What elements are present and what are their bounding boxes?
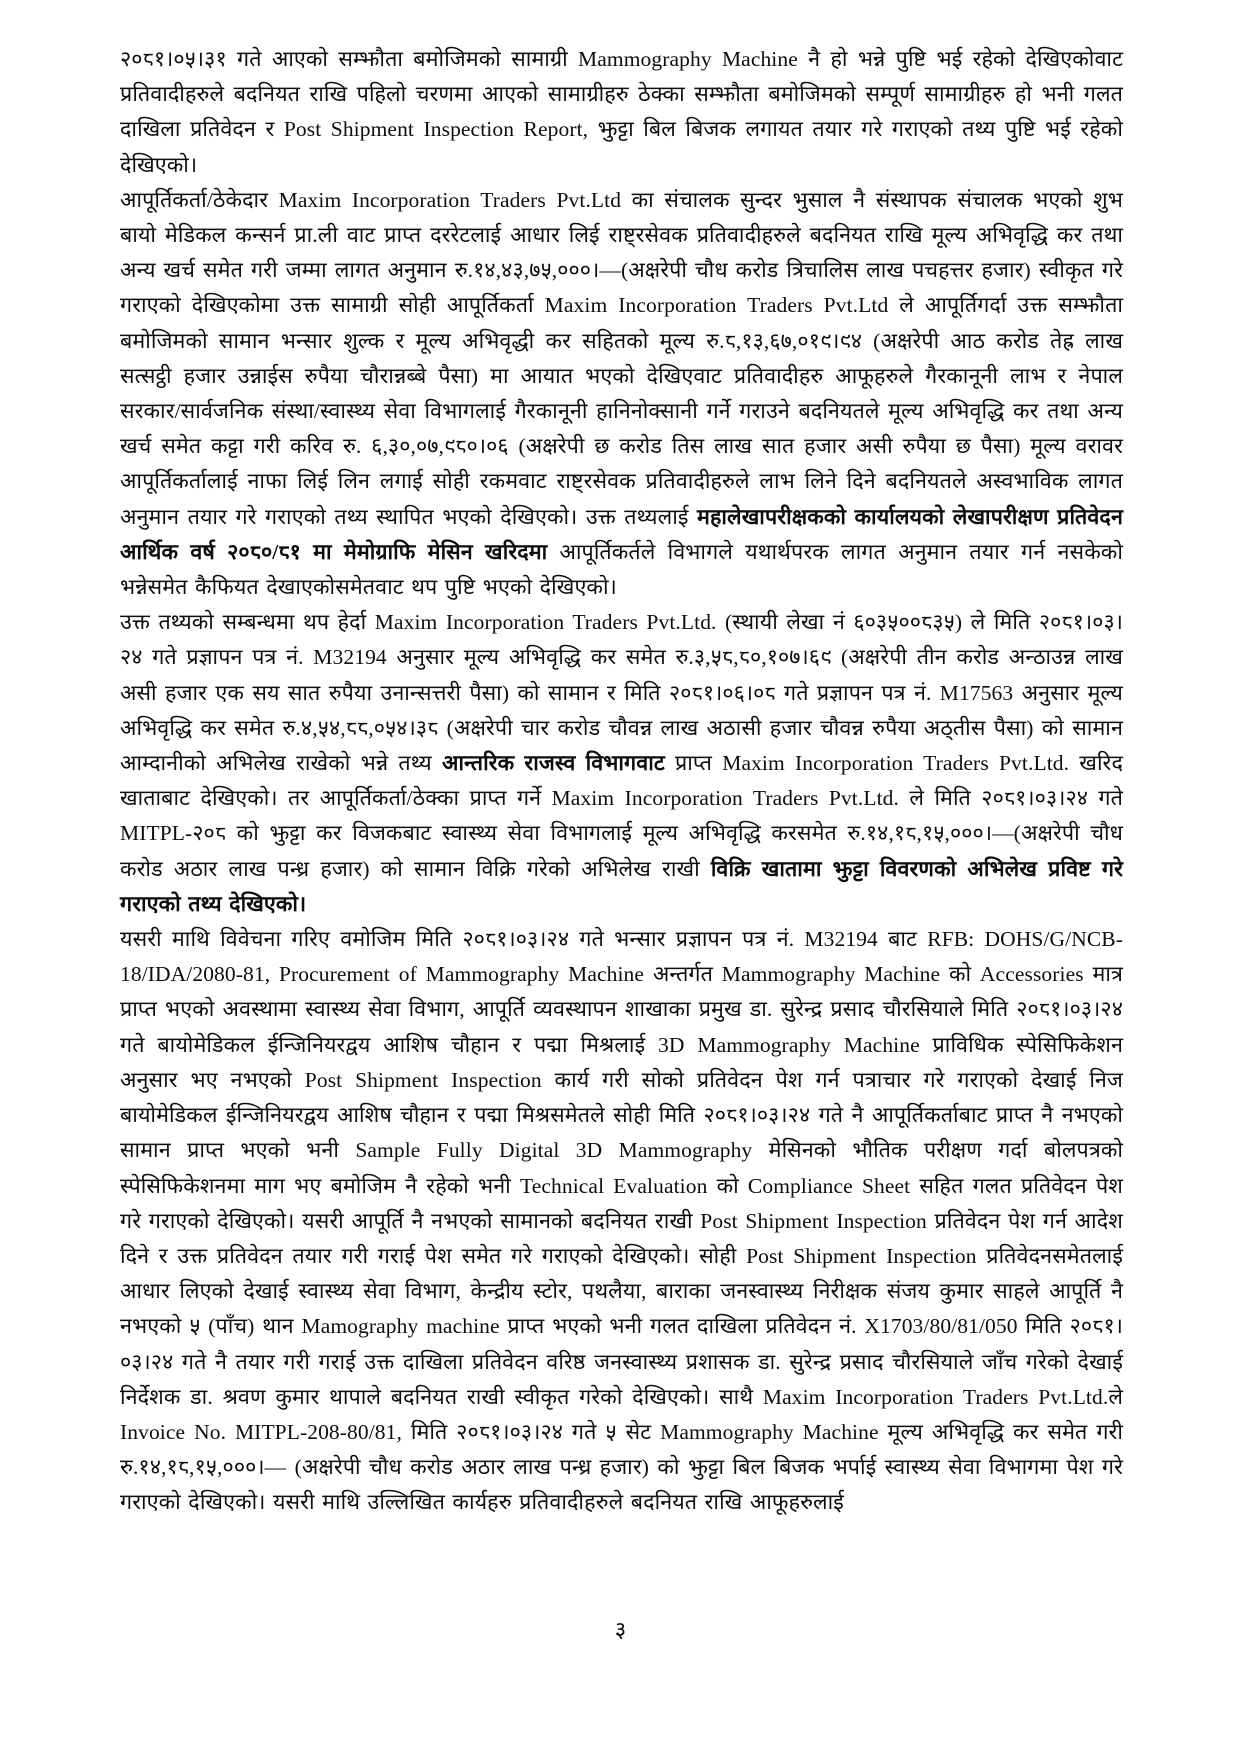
- text-run: उक्त तथ्यको सम्बन्धमा थप हेर्दा Maxim Incorporation Traders Pvt.Ltd. (स्थायी लेखा नं ६०३५००८३५) ले मिति २०८१।०३।२४ गते प्रज्ञापन पत्र नं. M32194 अनुसार मूल्य अभिवृद्धि कर समेत रु.३,५८,८०,१०७।६९ (अक्षरेपी तीन करोड अन्ठाउन्न लाख असी हजार एक सय सात रुपैया उनान्सत्तरी पैसा) को सामान र मिति २०८१।०६।०८ गते प्रज्ञापन पत्र नं. M17563 अनुसार मूल्य अभिवृद्धि कर समेत रु.४,५४,८८,०५४।३८ (अक्षरेपी चार करोड चौवन्न लाख अठासी हजार चौवन्न रुपैया अठ्तीस पैसा) को सामान आम्दानीको अभिलेख राखेको भन्ने तथ्य: [120, 610, 1123, 776]
- text-run: आपूर्तिकर्तले विभागले यथार्थपरक लागत अनुमान तयार गर्न नसकेको भन्नेसमेत कैफियत देखाएकोसमेतवाट थप पुष्टि भएको देखिएको।: [120, 539, 1123, 600]
- text-paragraph: [120, 42, 1123, 183]
- text-run: यसरी माथि विवेचना गरिए वमोजिम मिति २०८१।०३।२४ गते भन्सार प्रज्ञापन पत्र नं. M32194 बाट RFB: DOHS/G/NCB-18/IDA/2080-81, Procurement of Mammography Machine अन्तर्गत Mammography Machine को Accessories मात्र प्राप्त भएको अवस्थामा स्वास्थ्य सेवा विभाग, आपूर्ति व्यवस्थापन शाखाका प्रमुख डा. सुरेन्द्र प्रसाद चौरसियाले मिति २०८१।०३।२४ गते बायोमेडिकल ईन्जिनियरद्वय आशिष चौहान र पद्मा मिश्रलाई 3D Mammography Machine प्राविधिक स्पेसिफिकेशन अनुसार भए नभएको Post Shipment Inspection कार्य गरी सोको प्रतिवेदन पेश गर्न पत्राचार गरे गराएको देखाई निज बायोमेडिकल ईन्जिनियरद्वय आशिष चौहान र पद्मा मिश्रसमेतले सोही मिति २०८१।०३।२४ गते नै आपूर्तिकर्ताबाट प्राप्त नै नभएको सामान प्राप्त भएको भनी Sample Fully Digital 3D Mammography मेसिनको भौतिक परीक्षण गर्दा बोलपत्रको स्पेसिफिकेशनमा माग भए बमोजिम नै रहेको भनी Technical Evaluation को Compliance Sheet सहित गलत प्रतिवेदन पेश गरे गराएको देखिएको। यसरी आपूर्ति नै नभएको सामानको बदनियत राखी Post Shipment Inspection प्रतिवेदन पेश गर्न आदेश दिने र उक्त प्रतिवेदन तयार गरी गराई पेश समेत गरे गराएको देखिएको। सोही Post Shipment Inspection प्रतिवेदनसमेतलाई आधार लिएको देखाई स्वास्थ्य सेवा विभाग, केन्द्रीय स्टोर, पथलैया, बाराका जनस्वास्थ्य निरीक्षक संजय कुमार साहले आपूर्ति नै नभएको ५ (पाँच) थान Mamography machine प्राप्त भएको भनी गलत दाखिला प्रतिवेदन नं. X1703/80/81/050 मिति २०८१।०३।२४ गते नै तयार गरी गराई उक्त दाखिला प्रतिवेदन वरिष्ठ जनस्वास्थ्य प्रशासक डा. सुरेन्द्र प्रसाद चौरसियाले जाँच गरेको देखाई निर्देशक डा. श्रवण कुमार थापाले बदनियत राखी स्वीकृत गरेको देखिएको। साथै Maxim Incorporation Traders Pvt.Ltd.ले Invoice No. MITPL-208-80/81, मिति २०८१।०३।२४ गते ५ सेट Mammography Machine मूल्य अभिवृद्धि कर समेत गरी रु.१४,१८,१५,०००।— (अक्षरेपी चौध करोड अठार लाख पन्ध्र हजार) को झुट्टा बिल बिजक भर्पाई स्वास्थ्य सेवा विभागमा पेश गरे गराएको देखिएको। यसरी माथि उल्लिखित कार्यहरु प्रतिवादीहरुले बदनियत राखि आफूहरुलाई: [120, 927, 1123, 1515]
- text-run: प्राप्त Maxim Incorporation Traders Pvt.Ltd. खरिद खाताबाट देखिएको। तर आपूर्तिकर्ता/ठेक्का प्राप्त गर्ने Maxim Incorporation Traders Pvt.Ltd. ले मिति २०८१।०३।२४ गते MITPL-२०८ को झुट्टा कर विजकबाट स्वास्थ्य सेवा विभागलाई मूल्य अभिवृद्धि करसमेत रु.१४,१८,१५,०००।—(अक्षरेपी चौध करोड अठार लाख पन्ध्र हजार) को सामान विक्रि गरेको अभिलेख राखी: [120, 751, 1123, 881]
- text-paragraph: [120, 605, 1123, 922]
- text-run: आपूर्तिकर्ता/ठेकेदार Maxim Incorporation Traders Pvt.Ltd का संचालक सुन्दर भुसाल नै संस्थापक संचालक भएको शुभ बायो मेडिकल कन्सर्न प्रा.ली वाट प्राप्त दररेटलाई आधार लिई राष्ट्रसेवक प्रतिवादीहरुले बदनियत राखि मूल्य अभिवृद्धि कर तथा अन्य खर्च समेत गरी जम्मा लागत अनुमान रु.१४,४३,७५,०००।—(अक्षरेपी चौध करोड त्रिचालिस लाख पचहत्तर हजार) स्वीकृत गरे गराएको देखिएकोमा उक्त सामाग्री सोही आपूर्तिकर्ता Maxim Incorporation Traders Pvt.Ltd ले आपूर्तिगर्दा उक्त सम्झौता बमोजिमको सामान भन्सार शुल्क र मूल्य अभिवृद्धी कर सहितको मूल्य रु.८,१३,६७,०१९।९४ (अक्षरेपी आठ करोड तेह्र लाख सत्सट्ठी हजार उन्नाईस रुपैया चौरान्नब्बे पैसा) मा आयात भएको देखिएवाट प्रतिवादीहरु आफूहरुले गैरकानूनी लाभ र नेपाल सरकार/सार्वजनिक संस्था/स्वास्थ्य सेवा विभागलाई गैरकानूनी हानिनोक्सानी गर्ने गराउने बदनियतले मूल्य अभिवृद्धि कर तथा अन्य खर्च समेत कट्टा गरी करिव रु. ६,३०,०७,९८०।०६ (अक्षरेपी छ करोड तिस लाख सात हजार असी रुपैया छ पैसा) मूल्य वरावर आपूर्तिकर्तालाई नाफा लिई लिन लगाई सोही रकमवाट राष्ट्रसेवक प्रतिवादीहरुले लाभ लिने दिने बदनियतले अस्वभाविक लागत अनुमान तयार गरे गराएको तथ्य स्थापित भएको देखिएको। उक्त तथ्यलाई: [120, 187, 1123, 529]
- bold-text-run: महालेखापरीक्षकको कार्यालयको लेखापरीक्षण प्रतिवेदन आर्थिक वर्ष २०८०/८१ मा मेमोग्राफि मेसिन खरिदमा: [120, 504, 1123, 564]
- bold-text-run: आन्तरिक राजस्व विभागवाट: [441, 751, 665, 776]
- bold-text-run: विक्रि खातामा झुट्टा विवरणको अभिलेख प्रविष्ट गरे गराएको तथ्य देखिएको।: [120, 856, 1123, 916]
- text-paragraph: [120, 183, 1123, 605]
- text-run: २०८१।०५।३१ गते आएको सम्झौता बमोजिमको सामाग्री Mammography Machine नै हो भन्ने पुष्टि भई रहेको देखिएकोवाट प्रतिवादीहरुले बदनियत राखि पहिलो चरणमा आएको सामाग्रीहरु ठेक्का सम्झौता बमोजिमको सम्पूर्ण सामाग्रीहरु हो भनी गलत दाखिला प्रतिवेदन र Post Shipment Inspection Report, झुट्टा बिल बिजक लगायत तयार गरे गराएको तथ्य पुष्टि भई रहेको देखिएको।: [120, 47, 1123, 177]
- document-body: [120, 42, 1123, 1521]
- text-paragraph: [120, 922, 1123, 1520]
- page-number: ३: [614, 1617, 627, 1642]
